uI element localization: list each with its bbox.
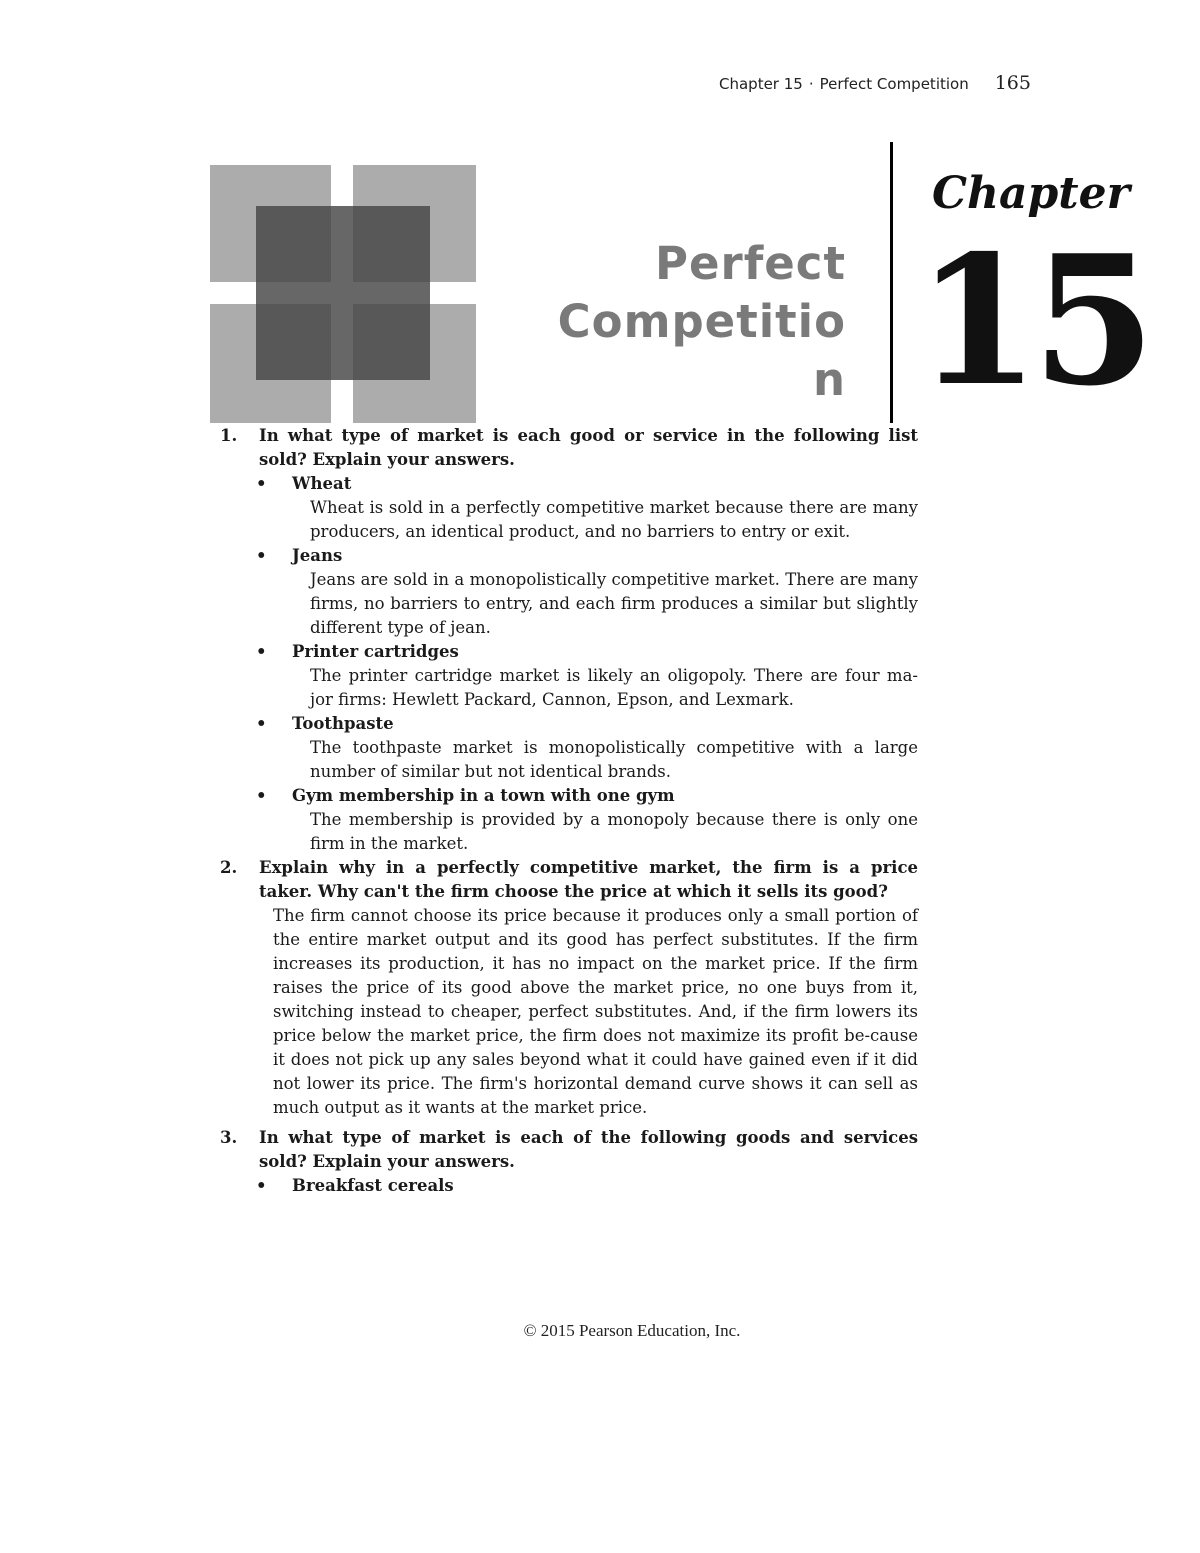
bullet-icon: •: [256, 714, 267, 733]
running-header-separator: ·: [808, 75, 814, 93]
chapter-title-line: Perfect: [655, 237, 846, 290]
page-number: 165: [994, 72, 1031, 94]
question-prompt: [220, 424, 918, 472]
item-label: Gym membership in a town with one gym: [292, 786, 675, 805]
bullet-icon: •: [256, 1176, 267, 1195]
item-label: Printer cartridges: [292, 642, 459, 661]
item-label: Jeans: [292, 546, 343, 565]
question-text: In what type of market is each good or service in the following list sold? Explain your answers.: [259, 426, 918, 469]
bullet-icon: •: [256, 474, 267, 493]
item-answer: The toothpaste market is monopolistically competitive with a large number of similar but not identical brands.: [310, 738, 918, 781]
question-1: [220, 424, 918, 856]
question-text: Explain why in a perfectly competitive market, the firm is a price taker. Why can't the firm choose the price at which it sells its good?: [259, 858, 918, 901]
question-2: [220, 856, 918, 1120]
item-answer: The membership is provided by a monopoly because there is only one firm in the market.: [310, 810, 918, 853]
question-number: 2.: [220, 858, 238, 877]
chapter-number: 15: [916, 216, 1148, 425]
list-item: [220, 1174, 918, 1198]
question-text: In what type of market is each of the following goods and services sold? Explain your answers.: [259, 1128, 918, 1171]
chapter-title: [500, 235, 846, 409]
chapter-title-line: Competitio: [557, 295, 846, 348]
copyright-footer: © 2015 Pearson Education, Inc.: [523, 1321, 741, 1340]
question-prompt: [220, 856, 918, 904]
item-label: Toothpaste: [292, 714, 394, 733]
list-item: [220, 544, 918, 568]
questions-content: [220, 424, 918, 1198]
list-item: [220, 640, 918, 664]
vertical-divider: [890, 142, 893, 423]
item-label: Breakfast cereals: [292, 1176, 454, 1195]
chapter-word: Chapter: [932, 168, 1130, 219]
bullet-icon: •: [256, 546, 267, 565]
question-answer: The firm cannot choose its price because it produces only a small portion of the entire market output and its good has perfect substitutes. If the firm increases its production, it has no impact on the market price. If the firm raises the price of its good above the market price, no one buys from it, switching instead to cheaper, perfect substitutes. And, if the firm lowers its price below the market price, the firm does not maximize its profit be-cause it does not pick up any sales beyond what it could have gained even if it did not lower its price. The firm's horizontal demand curve shows it can sell as much output as it wants at the market price.: [273, 906, 918, 1117]
chapter-decorative-graphic: [210, 165, 476, 423]
item-answer: The printer cartridge market is likely an oligopoly. There are four ma-jor firms: Hewlett Packard, Cannon, Epson, and Lexmark.: [310, 666, 918, 709]
bullet-icon: •: [256, 786, 267, 805]
running-header-title: Perfect Competition: [819, 75, 969, 93]
graphic-center-square: [256, 206, 430, 380]
list-item: [220, 784, 918, 808]
list-item: [220, 472, 918, 496]
running-header: [719, 72, 1031, 94]
bullet-icon: •: [256, 642, 267, 661]
question-number: 1.: [220, 426, 238, 445]
question-number: 3.: [220, 1128, 238, 1147]
item-answer: Wheat is sold in a perfectly competitive market because there are many producers, an identical product, and no barriers to entry or exit.: [310, 498, 918, 541]
item-answer: Jeans are sold in a monopolistically competitive market. There are many firms, no barriers to entry, and each firm produces a similar but slightly different type of jean.: [310, 570, 918, 637]
question-3: [220, 1126, 918, 1198]
list-item: [220, 712, 918, 736]
question-prompt: [220, 1126, 918, 1174]
chapter-title-line: n: [812, 353, 846, 406]
running-header-chapter: Chapter 15: [719, 75, 803, 93]
item-label: Wheat: [292, 474, 352, 493]
